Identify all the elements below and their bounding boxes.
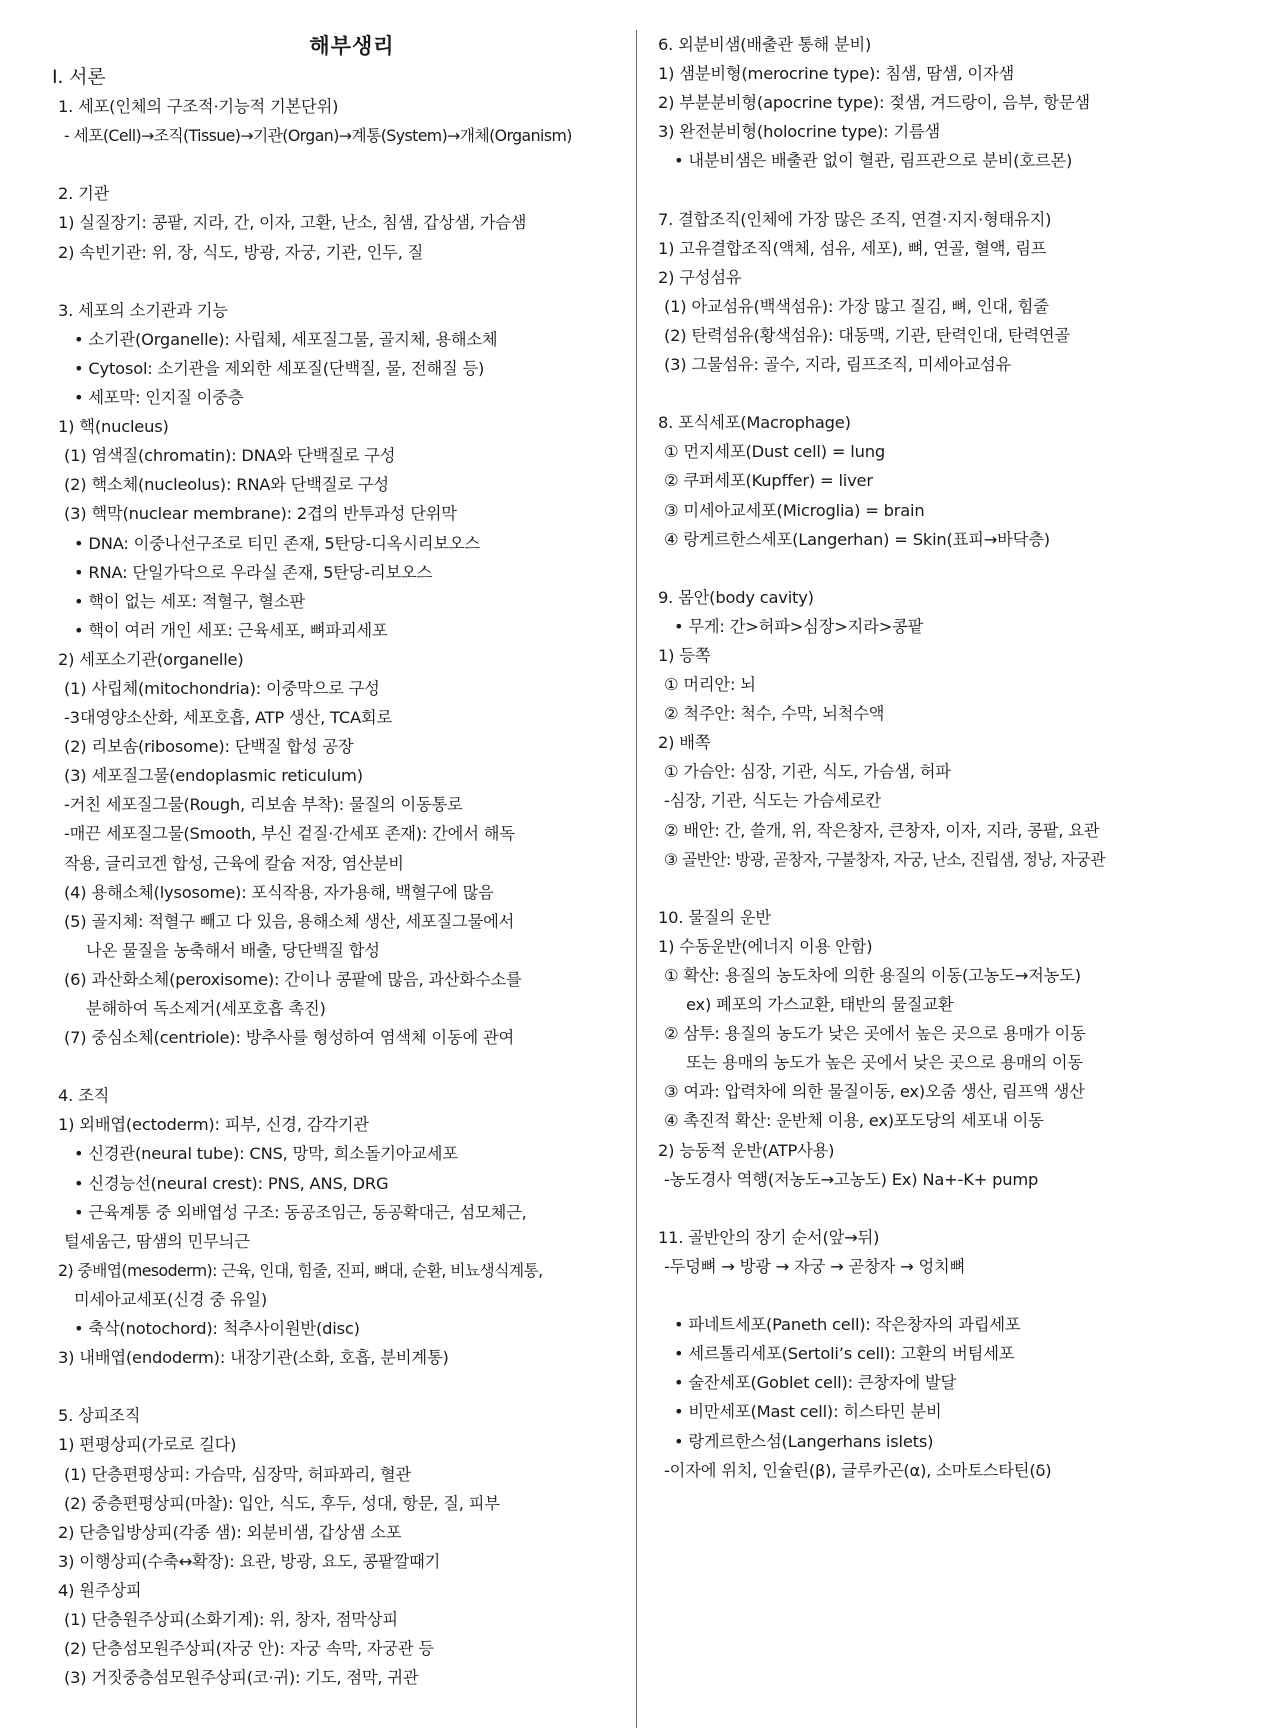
right-spacer (652, 1281, 1232, 1310)
right-line: 2) 배쪽 (658, 733, 711, 753)
left-line: 1) 핵(nucleus) (58, 417, 169, 437)
right-line: • 랑게르한스섬(Langerhans islets) (674, 1431, 934, 1451)
right-line: • 무게: 간>허파>심장>지라>콩팥 (674, 616, 924, 636)
right-line: 8. 포식세포(Macrophage) (658, 413, 851, 433)
left-line: 4. 조직 (58, 1086, 110, 1106)
right-spacer (652, 874, 1232, 903)
left-line: 분해하여 독소제거(세포호흡 촉진) (86, 999, 326, 1018)
right-line: ④ 촉진적 확산: 운반체 이용, ex)포도당의 세포내 이동 (664, 1111, 1044, 1131)
right-line: 11. 골반안의 장기 순서(앞→뒤) (658, 1227, 880, 1247)
left-line: 4) 원주상피 (58, 1580, 142, 1600)
right-line: 6. 외분비샘(배출관 통해 분비) (658, 35, 872, 54)
left-line: • 세포막: 인지질 이중층 (74, 388, 244, 408)
left-line: • 축삭(notochord): 척추사이원반(disc) (74, 1319, 360, 1339)
column-divider (636, 30, 637, 1728)
right-line: • 파네트세포(Paneth cell): 작은창자의 과립세포 (674, 1315, 1021, 1335)
left-line: 2) 속빈기관: 위, 장, 식도, 방광, 자궁, 기관, 인두, 질 (58, 242, 424, 262)
right-line: (3) 그물섬유: 골수, 지라, 림프조직, 미세아교섬유 (664, 355, 1012, 375)
left-line: (3) 거짓중층섬모원주상피(코·귀): 기도, 점막, 귀관 (64, 1668, 419, 1688)
right-line: (1) 아교섬유(백색섬유): 가장 많고 질김, 뼈, 인대, 힘줄 (664, 296, 1049, 316)
left-line: 3) 내배엽(endoderm): 내장기관(소화, 호흡, 분비계통) (58, 1348, 449, 1368)
left-line: • Cytosol: 소기관을 제외한 세포질(단백질, 물, 전해질 등) (74, 358, 485, 378)
right-line: • 비만세포(Mast cell): 히스타민 분비 (674, 1402, 942, 1422)
left-line: (1) 염색질(chromatin): DNA와 단백질로 구성 (64, 446, 396, 466)
right-line: ③ 골반안: 방광, 곧창자, 구불창자, 자궁, 난소, 진립샘, 정낭, 자궁관 (664, 849, 1105, 869)
right-spacer (652, 379, 1232, 408)
left-line: 2) 세포소기관(organelle) (58, 649, 244, 669)
right-line: • 내분비샘은 배출관 없이 혈관, 림프관으로 분비(호르몬) (674, 151, 1073, 171)
left-line: (2) 핵소체(nucleolus): RNA와 단백질로 구성 (64, 475, 389, 495)
left-line: (1) 단층원주상피(소화기계): 위, 창자, 점막상피 (64, 1609, 398, 1629)
right-spacer (652, 554, 1232, 583)
right-line: ① 머리안: 뇌 (664, 675, 756, 695)
right-line: 1) 샘분비형(merocrine type): 침샘, 땀샘, 이자샘 (658, 64, 1014, 84)
left-line: 털세움근, 땀샘의 민무늬근 (64, 1231, 250, 1251)
right-line: • 세르톨리세포(Sertoli’s cell): 고환의 버팀세포 (674, 1344, 1015, 1364)
left-line: 나온 물질을 농축해서 배출, 당단백질 합성 (86, 940, 380, 960)
left-line: • 핵이 여러 개인 세포: 근육세포, 뼈파괴세포 (74, 620, 388, 640)
right-line: ③ 미세아교세포(Microglia) = brain (664, 500, 925, 520)
right-line: 1) 수동운반(에너지 이용 안함) (658, 936, 873, 956)
left-line: (5) 골지체: 적혈구 빼고 다 있음, 용해소체 생산, 세포질그물에서 (64, 911, 515, 931)
left-line: (4) 용해소체(lysosome): 포식작용, 자가용해, 백혈구에 많음 (64, 882, 494, 902)
left-line: 작용, 글리코겐 합성, 근육에 칼슘 저장, 염산분비 (64, 853, 404, 873)
document-title: 해부생리 (309, 34, 395, 58)
left-line: 2) 단층입방상피(각종 샘): 외분비샘, 갑상샘 소포 (58, 1522, 402, 1542)
left-line: (6) 과산화소체(peroxisome): 간이나 콩팥에 많음, 과산화수소를 (64, 969, 522, 989)
left-line: 5. 상피조직 (58, 1406, 141, 1426)
right-line: -농도경사 역행(저농도→고농도) Ex) Na+-K+ pump (664, 1169, 1039, 1189)
right-column (652, 30, 1232, 1485)
left-line: • 신경관(neural tube): CNS, 망막, 희소돌기아교세포 (74, 1144, 458, 1164)
right-line: 3) 완전분비형(holocrine type): 기름샘 (658, 122, 941, 142)
right-line: -심장, 기관, 식도는 가슴세로칸 (664, 791, 881, 811)
left-line: • 근육계통 중 외배엽성 구조: 동공조임근, 동공확대근, 섬모체근, (74, 1202, 527, 1222)
right-line: -두덩뼈 → 방광 → 자궁 → 곧창자 → 엉치뼈 (664, 1256, 966, 1276)
right-spacer (652, 1194, 1232, 1223)
left-line: (1) 사립체(mitochondria): 이중막으로 구성 (64, 678, 380, 698)
left-line: 2) 중배엽(mesoderm): 근육, 인대, 힘줄, 진피, 뼈대, 순환, 비뇨생식계통, (58, 1260, 543, 1280)
left-line: (2) 단층섬모원주상피(자궁 안): 자궁 속막, 자궁관 등 (64, 1639, 434, 1659)
left-line: -거친 세포질그물(Rough, 리보솜 부착): 물질의 이동통로 (64, 795, 463, 815)
right-line: ② 삼투: 용질의 농도가 낮은 곳에서 높은 곳으로 용매가 이동 (664, 1024, 1086, 1044)
left-line: (2) 리보솜(ribosome): 단백질 합성 공장 (64, 737, 354, 757)
right-line: (2) 탄력섬유(황색섬유): 대동맥, 기관, 탄력인대, 탄력연골 (664, 325, 1070, 345)
left-line: (7) 중심소체(centriole): 방추사를 형성하여 염색체 이동에 관여 (64, 1028, 515, 1048)
left-line: 1) 편평상피(가로로 길다) (58, 1435, 237, 1455)
left-spacer (52, 1052, 632, 1081)
right-line: 2) 구성섬유 (658, 267, 742, 287)
right-line: ② 쿠퍼세포(Kupffer) = liver (664, 471, 873, 491)
left-line: (2) 중층편평상피(마찰): 입안, 식도, 후두, 성대, 항문, 질, 피부 (64, 1493, 500, 1513)
right-line: ② 배안: 간, 쓸개, 위, 작은창자, 큰창자, 이자, 지라, 콩팥, 요관 (664, 820, 1100, 840)
right-line: ③ 여과: 압력차에 의한 물질이동, ex)오줌 생산, 림프액 생산 (664, 1082, 1085, 1102)
right-line: 10. 물질의 운반 (658, 907, 771, 927)
right-line: • 술잔세포(Goblet cell): 큰창자에 발달 (674, 1373, 957, 1393)
right-line: ④ 랑게르한스세포(Langerhan) = Skin(표피→바닥층) (664, 529, 1050, 549)
right-line: ① 가슴안: 심장, 기관, 식도, 가슴샘, 허파 (664, 762, 951, 782)
left-line: 2. 기관 (58, 184, 110, 204)
left-line: -3대영양소산화, 세포호흡, ATP 생산, TCA회로 (64, 708, 392, 728)
left-line: 1) 외배엽(ectoderm): 피부, 신경, 감각기관 (58, 1115, 369, 1135)
right-line: ① 확산: 용질의 농도차에 의한 용질의 이동(고농도→저농도) (664, 966, 1081, 985)
left-column (52, 30, 632, 1692)
right-line: 7. 결합조직(인체에 가장 많은 조직, 연결·지지·형태유지) (658, 209, 1052, 229)
left-spacer (52, 267, 632, 296)
right-line: 1) 고유결합조직(액체, 섬유, 세포), 뼈, 연골, 혈액, 림프 (658, 238, 1047, 258)
left-line: (3) 핵막(nuclear membrane): 2겹의 반투과성 단위막 (64, 504, 457, 524)
left-line: • RNA: 단일가닥으로 우라실 존재, 5탄당-리보오스 (74, 562, 433, 582)
left-spacer (52, 1372, 632, 1401)
right-line: 2) 부분분비형(apocrine type): 젖샘, 겨드랑이, 음부, 항문샘 (658, 93, 1090, 113)
left-line: 1. 세포(인체의 구조적·기능적 기본단위) (58, 97, 339, 117)
left-line: • 핵이 없는 세포: 적혈구, 혈소판 (74, 591, 305, 611)
left-line: • 소기관(Organelle): 사립체, 세포질그물, 골지체, 용해소체 (74, 329, 498, 349)
right-line: 1) 등쪽 (658, 645, 711, 665)
left-line: - 세포(Cell)→조직(Tissue)→기관(Organ)→계통(System)→개체(Organism) (64, 126, 572, 146)
right-line: 9. 몸안(body cavity) (658, 587, 814, 607)
left-line: • DNA: 이중나선구조로 티민 존재, 5탄당-디옥시리보오스 (74, 533, 480, 553)
left-line: 3. 세포의 소기관과 기능 (58, 300, 228, 320)
right-line: 2) 능동적 운반(ATP사용) (658, 1140, 835, 1160)
left-spacer (52, 150, 632, 179)
left-line: -매끈 세포질그물(Smooth, 부신 겉질·간세포 존재): 간에서 해독 (64, 824, 515, 844)
left-line: 1) 실질장기: 콩팥, 지라, 간, 이자, 고환, 난소, 침샘, 갑상샘, 가슴샘 (58, 213, 527, 233)
right-line: ② 척주안: 척수, 수막, 뇌척수액 (664, 704, 885, 724)
left-line: • 신경능선(neural crest): PNS, ANS, DRG (74, 1173, 389, 1193)
right-line: 또는 용매의 농도가 높은 곳에서 낮은 곳으로 용매의 이동 (686, 1053, 1083, 1073)
right-spacer (652, 175, 1232, 204)
right-line: ex) 폐포의 가스교환, 태반의 물질교환 (686, 995, 954, 1015)
left-line: (1) 단층편평상피: 가슴막, 심장막, 허파꽈리, 혈관 (64, 1464, 412, 1484)
left-line: 미세아교세포(신경 중 유일) (74, 1289, 268, 1309)
left-line: (3) 세포질그물(endoplasmic reticulum) (64, 766, 363, 786)
right-line: -이자에 위치, 인슐린(β), 글루카곤(α), 소마토스타틴(δ) (664, 1460, 1052, 1480)
right-line: ① 먼지세포(Dust cell) = lung (664, 442, 885, 462)
left-line: 3) 이행상피(수축↔확장): 요관, 방광, 요도, 콩팥깔때기 (58, 1551, 441, 1571)
left-line: I. 서론 (52, 66, 106, 88)
